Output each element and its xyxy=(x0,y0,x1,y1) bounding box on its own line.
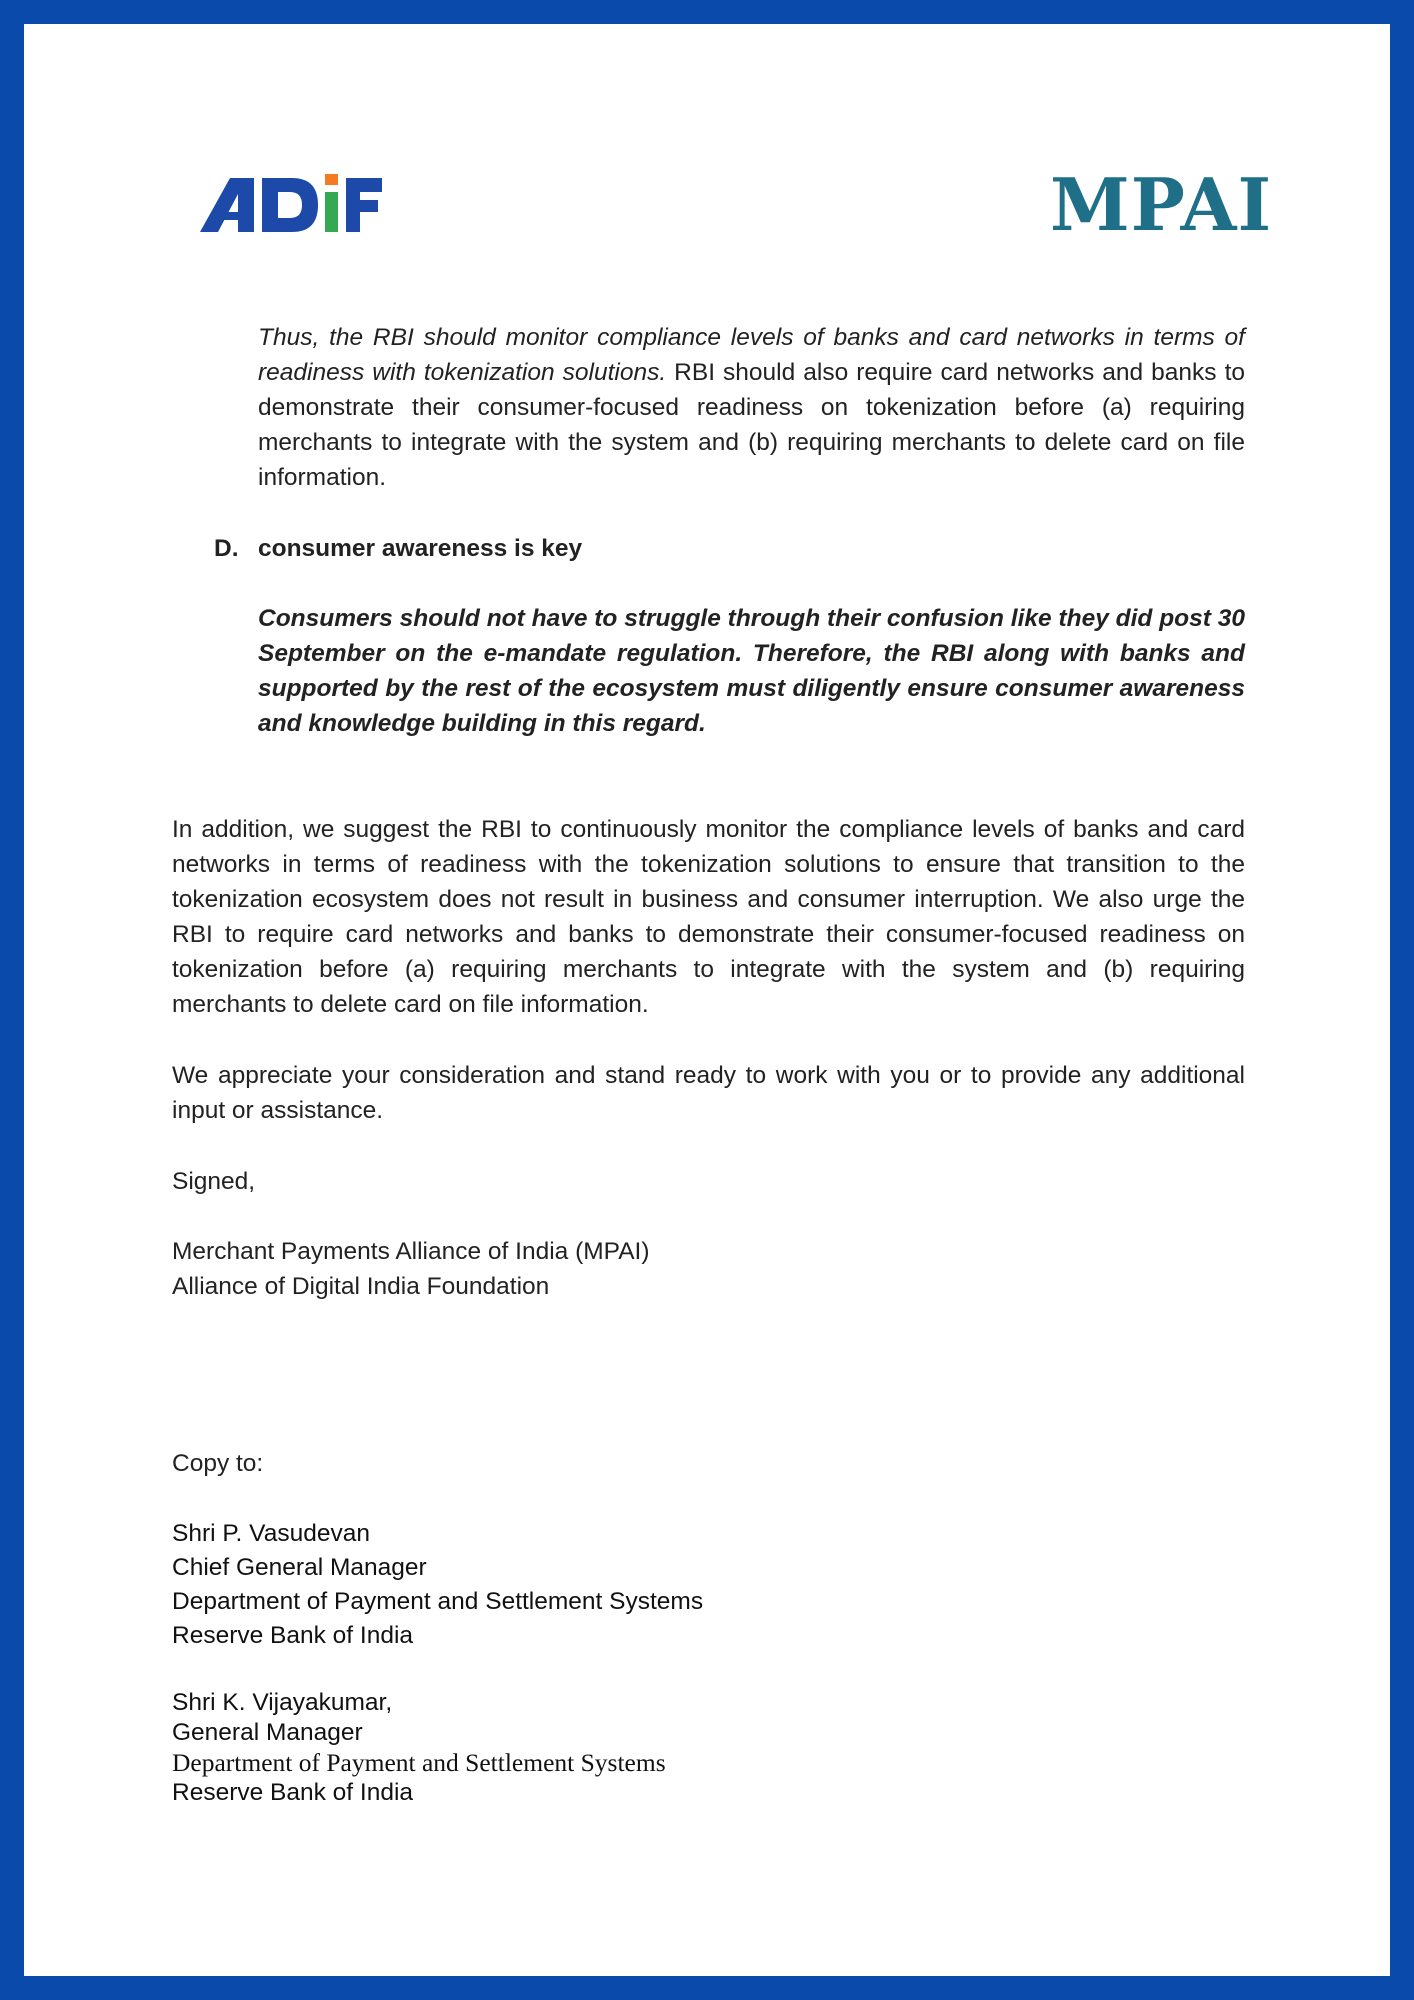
adif-logo xyxy=(200,174,385,234)
recipient-1-block xyxy=(172,1517,703,1653)
recipient-1-department: Department of Payment and Settlement Systems xyxy=(172,1588,704,1615)
section-d-heading xyxy=(214,531,582,566)
section-d-text: Consumers should not have to struggle through their confusion like they did post 30 September on the e-mandate regulation. Therefore, the RBI along with banks and supported by the rest of the ecosystem must diligently ensure consumer awareness and knowledge building in this regard. xyxy=(258,605,1245,737)
recipient-2-name: Shri K. Vijayakumar, xyxy=(172,1689,393,1716)
signatory-mpai: Merchant Payments Alliance of India (MPAI) xyxy=(172,1238,650,1265)
section-d-letter: D. xyxy=(214,535,239,562)
mpai-logo: MPAI xyxy=(1050,162,1273,247)
recipient-2-organization: Reserve Bank of India xyxy=(172,1779,414,1806)
copy-to-label: Copy to: xyxy=(172,1450,264,1477)
recipient-2-department: Department of Payment and Settlement Systems xyxy=(172,1748,666,1777)
recipient-1-name: Shri P. Vasudevan xyxy=(172,1520,370,1547)
paragraph-appreciate: We appreciate your consideration and stand ready to work with you or to provide any additional input or assistance. xyxy=(172,1062,1245,1124)
recipient-2-title: General Manager xyxy=(172,1719,363,1746)
section-d-title: consumer awareness is key xyxy=(258,535,583,562)
paragraph-in-addition: In addition, we suggest the RBI to continuously monitor the compliance levels of banks and card networks in terms of readiness with the tokenization solutions to ensure that transition to the tokenization ecosystem does not result in business and consumer interruption. We also urge the RBI to require card networks and banks to demonstrate their consumer-focused readiness on tokenization before (a) requiring merchants to integrate with the system and (b) requiring merchants to delete card on file information. xyxy=(172,816,1245,1018)
paragraph-rbi-monitor xyxy=(258,320,1245,495)
recipient-2-block xyxy=(172,1688,666,1808)
recipient-1-organization: Reserve Bank of India xyxy=(172,1622,414,1649)
signatory-adif: Alliance of Digital India Foundation xyxy=(172,1273,550,1300)
signed-label: Signed, xyxy=(172,1168,256,1195)
paragraph-rest: RBI should also require card networks and banks to demonstrate their consumer-focused readiness on tokenization before (a) requiring merchants to integrate with the system and (b) requiring merchants to delete card on file information. xyxy=(258,359,1245,491)
recipient-1-title: Chief General Manager xyxy=(172,1554,427,1581)
paragraph-italic-lead: Thus, the RBI should monitor compliance levels of banks and card networks in terms of readiness with tokenization solutions. xyxy=(258,324,1245,386)
